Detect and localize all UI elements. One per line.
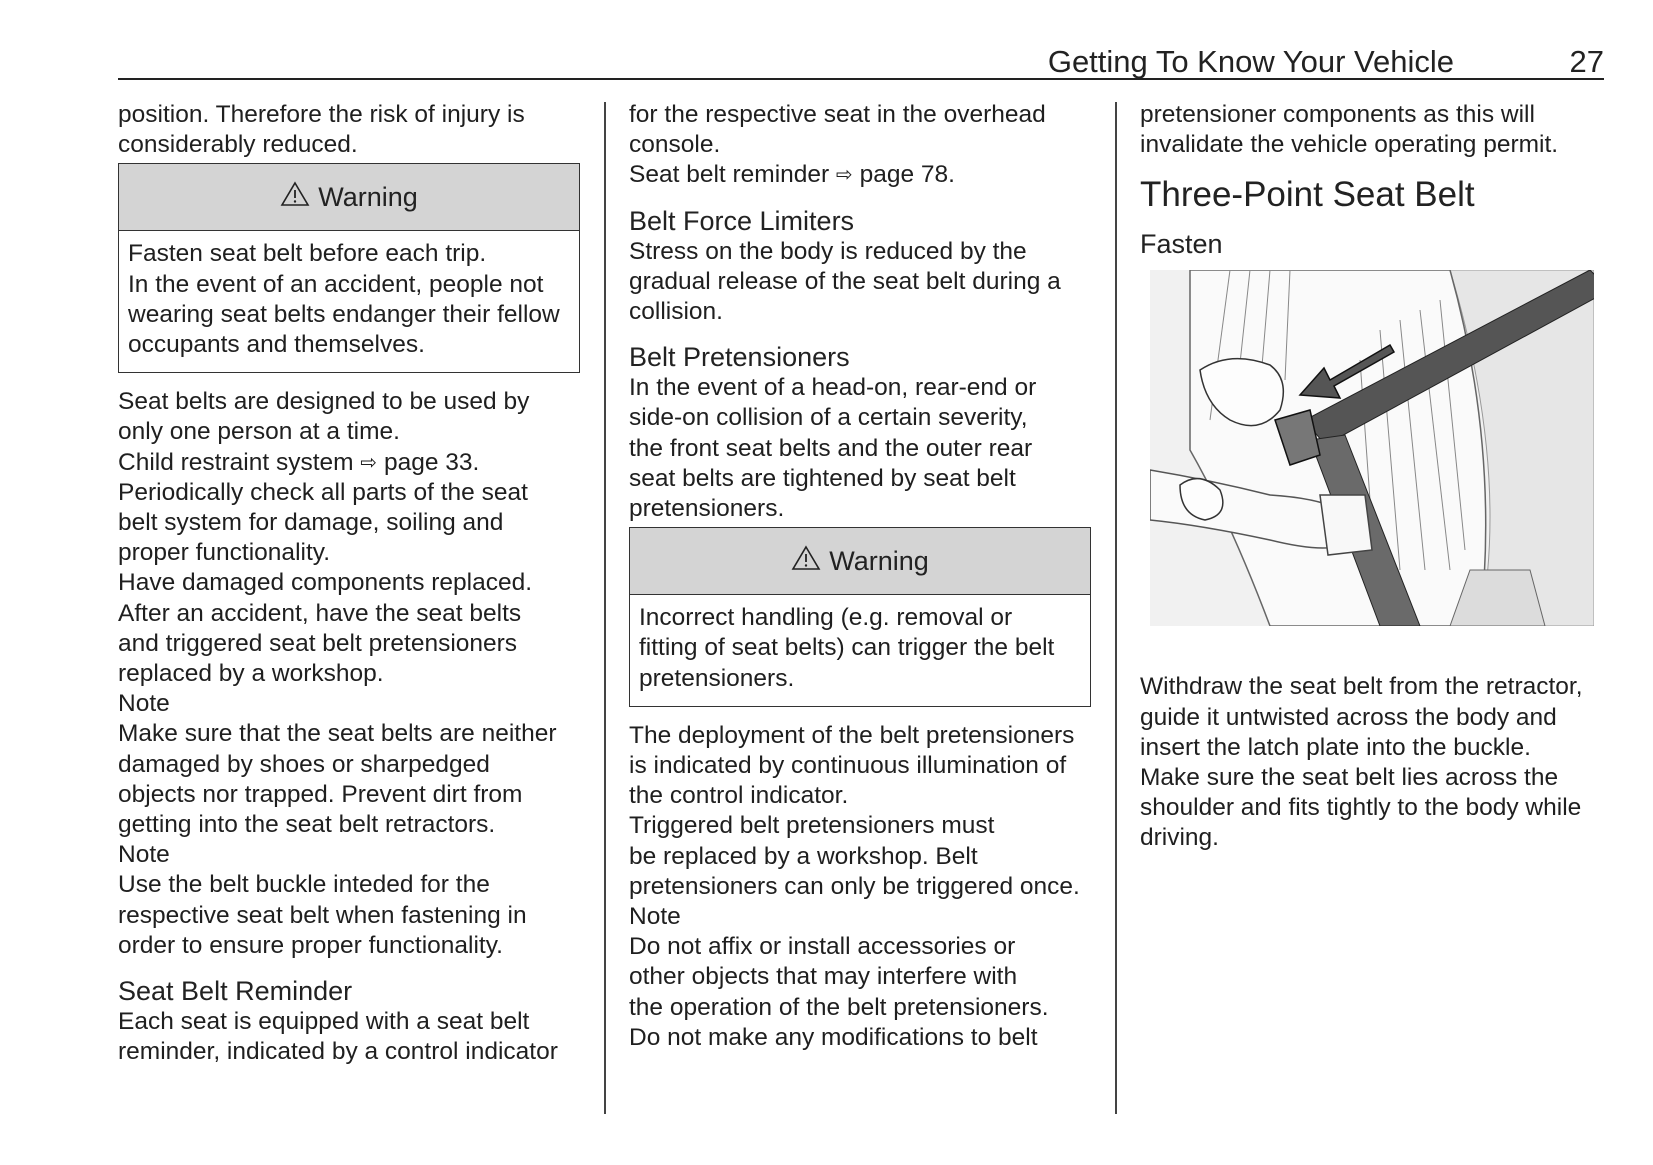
warning-header (630, 528, 1090, 595)
warning-label: Warning (318, 182, 418, 213)
warning-body: Incorrect handling (e.g. removal or fitting of seat belts) can trigger the belt pretensioners. (639, 604, 1055, 692)
sbr-link[interactable]: Seat belt reminder ⇨ page 78. (629, 161, 955, 188)
heading-belt-pretensioners: Belt Pretensioners (629, 342, 850, 373)
warning-box (118, 163, 580, 373)
paragraph: Withdraw the seat belt from the retractor, guide it untwisted across the body and insert the latch plate into the buckle. Make sure the seat belt lies across the shoulder and fits tightly to the body while driving. (1140, 673, 1583, 852)
warning-body: Fasten seat belt before each trip. In the event of an accident, people not wearing seat belts endanger their fellow occupants and themselves. (128, 240, 560, 359)
crs-link[interactable]: Child restraint system ⇨ page 33. (118, 449, 479, 476)
warning-triangle-icon (280, 181, 310, 213)
paragraph: position. Therefore the risk of injury is considerably reduced. (118, 101, 525, 159)
column-1 (118, 100, 580, 1067)
paragraph: Seat belts are designed to be used by only one person at a time. Child restraint system ⇨ page 33. Periodically check all parts of the seat belt system for damage, soiling and proper functionality. Have damaged components replaced. After an accident, have the seat belts and triggered seat belt pretensioners replaced by a workshop. (118, 388, 533, 688)
paragraph: for the respective seat in the overhead console. Seat belt reminder ⇨ page 78. (629, 100, 1091, 191)
paragraph: In the event of a head-on, rear-end or side-on collision of a certain severity, the front seat belts and the outer rear seat belts are tightened by seat belt pretensioners. (629, 374, 1037, 523)
warning-header (119, 164, 579, 231)
note-text: Do not affix or install accessories or other objects that may interfere with the operation of the belt pretensioners. Do not make any modifications to belt (629, 933, 1049, 1051)
column-2 (629, 100, 1091, 1053)
section-title: Getting To Know Your Vehicle (1047, 44, 1454, 79)
paragraph: Each seat is equipped with a seat belt reminder, indicated by a control indicator (118, 1008, 558, 1066)
note-label: Note (629, 903, 681, 931)
note-label: Note (118, 690, 170, 718)
paragraph: Stress on the body is reduced by the gradual release of the seat belt during a collision. (629, 237, 1061, 326)
heading-belt-force-limiters: Belt Force Limiters (629, 205, 855, 236)
page-header (118, 40, 1604, 80)
heading-seat-belt-reminder: Seat Belt Reminder (118, 976, 353, 1007)
warning-box (629, 527, 1091, 707)
note-text: Make sure that the seat belts are neither damaged by shoes or sharpedged objects nor trapped. Prevent dirt from getting into the seat belt retractors. (118, 720, 557, 839)
page-ref-arrow-icon: ⇨ (360, 451, 378, 474)
paragraph: The deployment of the belt pretensioners is indicated by continuous illumination of the control indicator. Triggered belt pretensioners must be replaced by a workshop. Belt pretensioners can only be triggered once. (629, 721, 1080, 900)
column-divider (604, 102, 606, 1114)
seat-belt-illustration (1150, 270, 1594, 626)
page-number: 27 (1569, 44, 1604, 79)
column-divider (1115, 102, 1117, 1114)
heading-three-point-seat-belt: Three-Point Seat Belt (1140, 175, 1475, 215)
warning-triangle-icon (791, 545, 821, 577)
warning-label: Warning (829, 546, 929, 577)
note-text: Use the belt buckle inteded for the respective seat belt when fastening in order to ensure proper functionality. (118, 871, 527, 959)
page-ref-arrow-icon: ⇨ (836, 164, 853, 187)
note-label: Note (118, 841, 170, 869)
column-3 (1140, 100, 1600, 854)
paragraph: pretensioner components as this will invalidate the vehicle operating permit. (1140, 101, 1559, 159)
heading-fasten: Fasten (1140, 229, 1223, 260)
